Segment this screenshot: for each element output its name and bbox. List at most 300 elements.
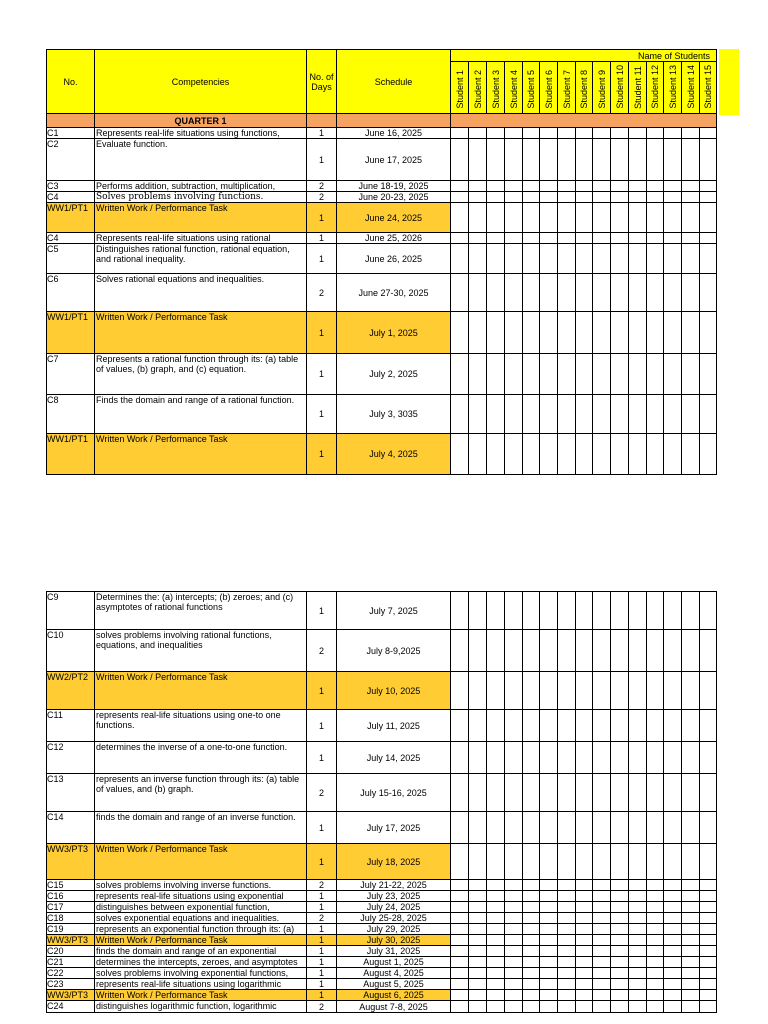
student-check-cell[interactable]	[647, 274, 664, 312]
student-check-cell[interactable]	[505, 312, 523, 354]
student-check-cell[interactable]	[682, 274, 700, 312]
student-check-cell[interactable]	[576, 139, 593, 181]
student-check-cell[interactable]	[682, 139, 700, 181]
student-check-cell[interactable]	[647, 128, 664, 139]
student-check-cell[interactable]	[647, 354, 664, 395]
student-check-cell[interactable]	[487, 139, 505, 181]
student-check-cell[interactable]	[451, 880, 469, 891]
student-check-cell[interactable]	[576, 672, 593, 710]
student-check-cell[interactable]	[540, 891, 558, 902]
student-check-cell[interactable]	[505, 128, 523, 139]
student-check-cell[interactable]	[576, 354, 593, 395]
student-check-cell[interactable]	[629, 812, 647, 844]
student-check-cell[interactable]	[540, 913, 558, 924]
student-check-cell[interactable]	[611, 710, 629, 742]
student-check-cell[interactable]	[523, 630, 540, 672]
student-check-cell[interactable]	[593, 742, 611, 774]
student-check-cell[interactable]	[682, 913, 700, 924]
student-check-cell[interactable]	[593, 710, 611, 742]
student-check-cell[interactable]	[469, 957, 487, 968]
student-check-cell[interactable]	[576, 312, 593, 354]
student-check-cell[interactable]	[629, 233, 647, 244]
student-check-cell[interactable]	[611, 774, 629, 812]
student-check-cell[interactable]	[700, 233, 717, 244]
student-check-cell[interactable]	[647, 203, 664, 233]
student-check-cell[interactable]	[505, 434, 523, 475]
student-check-cell[interactable]	[505, 592, 523, 630]
student-check-cell[interactable]	[540, 274, 558, 312]
student-check-cell[interactable]	[664, 139, 682, 181]
student-check-cell[interactable]	[629, 924, 647, 935]
student-check-cell[interactable]	[700, 957, 717, 968]
student-check-cell[interactable]	[469, 968, 487, 979]
student-check-cell[interactable]	[647, 935, 664, 946]
student-check-cell[interactable]	[593, 181, 611, 192]
student-check-cell[interactable]	[487, 1001, 505, 1013]
student-check-cell[interactable]	[664, 742, 682, 774]
student-check-cell[interactable]	[451, 710, 469, 742]
student-check-cell[interactable]	[451, 434, 469, 475]
student-check-cell[interactable]	[576, 244, 593, 274]
student-check-cell[interactable]	[505, 844, 523, 880]
student-check-cell[interactable]	[593, 1001, 611, 1013]
student-check-cell[interactable]	[593, 968, 611, 979]
student-check-cell[interactable]	[629, 742, 647, 774]
student-check-cell[interactable]	[593, 354, 611, 395]
student-check-cell[interactable]	[576, 946, 593, 957]
student-check-cell[interactable]	[469, 742, 487, 774]
student-check-cell[interactable]	[523, 434, 540, 475]
student-check-cell[interactable]	[593, 946, 611, 957]
student-check-cell[interactable]	[593, 592, 611, 630]
student-check-cell[interactable]	[647, 312, 664, 354]
student-check-cell[interactable]	[611, 592, 629, 630]
student-check-cell[interactable]	[611, 812, 629, 844]
student-check-cell[interactable]	[611, 672, 629, 710]
student-check-cell[interactable]	[469, 891, 487, 902]
student-check-cell[interactable]	[611, 891, 629, 902]
student-check-cell[interactable]	[700, 710, 717, 742]
student-check-cell[interactable]	[647, 844, 664, 880]
student-check-cell[interactable]	[629, 274, 647, 312]
student-check-cell[interactable]	[540, 990, 558, 1001]
student-check-cell[interactable]	[700, 203, 717, 233]
student-check-cell[interactable]	[540, 742, 558, 774]
student-check-cell[interactable]	[576, 990, 593, 1001]
student-check-cell[interactable]	[647, 742, 664, 774]
student-check-cell[interactable]	[664, 233, 682, 244]
student-check-cell[interactable]	[505, 880, 523, 891]
student-check-cell[interactable]	[576, 233, 593, 244]
student-check-cell[interactable]	[700, 354, 717, 395]
student-check-cell[interactable]	[664, 946, 682, 957]
student-check-cell[interactable]	[469, 935, 487, 946]
student-check-cell[interactable]	[558, 354, 576, 395]
student-check-cell[interactable]	[700, 139, 717, 181]
student-check-cell[interactable]	[558, 1001, 576, 1013]
student-check-cell[interactable]	[487, 630, 505, 672]
student-check-cell[interactable]	[523, 812, 540, 844]
student-check-cell[interactable]	[469, 312, 487, 354]
student-check-cell[interactable]	[523, 742, 540, 774]
student-check-cell[interactable]	[505, 395, 523, 434]
student-check-cell[interactable]	[664, 354, 682, 395]
student-check-cell[interactable]	[611, 274, 629, 312]
student-check-cell[interactable]	[647, 1001, 664, 1013]
student-check-cell[interactable]	[487, 274, 505, 312]
student-check-cell[interactable]	[451, 990, 469, 1001]
student-check-cell[interactable]	[451, 902, 469, 913]
student-check-cell[interactable]	[664, 192, 682, 203]
student-check-cell[interactable]	[647, 812, 664, 844]
student-check-cell[interactable]	[523, 990, 540, 1001]
student-check-cell[interactable]	[700, 192, 717, 203]
student-check-cell[interactable]	[647, 913, 664, 924]
student-check-cell[interactable]	[611, 880, 629, 891]
student-check-cell[interactable]	[611, 192, 629, 203]
student-check-cell[interactable]	[664, 592, 682, 630]
student-check-cell[interactable]	[540, 244, 558, 274]
student-check-cell[interactable]	[558, 902, 576, 913]
student-check-cell[interactable]	[629, 710, 647, 742]
student-check-cell[interactable]	[664, 710, 682, 742]
student-check-cell[interactable]	[576, 1001, 593, 1013]
student-check-cell[interactable]	[647, 192, 664, 203]
student-check-cell[interactable]	[629, 192, 647, 203]
student-check-cell[interactable]	[682, 812, 700, 844]
student-check-cell[interactable]	[576, 434, 593, 475]
student-check-cell[interactable]	[647, 139, 664, 181]
student-check-cell[interactable]	[487, 395, 505, 434]
student-check-cell[interactable]	[451, 924, 469, 935]
student-check-cell[interactable]	[451, 395, 469, 434]
student-check-cell[interactable]	[558, 812, 576, 844]
student-check-cell[interactable]	[682, 1001, 700, 1013]
student-check-cell[interactable]	[682, 434, 700, 475]
student-check-cell[interactable]	[700, 742, 717, 774]
student-check-cell[interactable]	[505, 774, 523, 812]
student-check-cell[interactable]	[629, 891, 647, 902]
student-check-cell[interactable]	[700, 844, 717, 880]
student-check-cell[interactable]	[451, 592, 469, 630]
student-check-cell[interactable]	[629, 128, 647, 139]
student-check-cell[interactable]	[576, 924, 593, 935]
student-check-cell[interactable]	[558, 990, 576, 1001]
student-check-cell[interactable]	[469, 139, 487, 181]
student-check-cell[interactable]	[487, 244, 505, 274]
student-check-cell[interactable]	[593, 990, 611, 1001]
student-check-cell[interactable]	[540, 395, 558, 434]
student-check-cell[interactable]	[593, 672, 611, 710]
student-check-cell[interactable]	[523, 935, 540, 946]
student-check-cell[interactable]	[540, 844, 558, 880]
student-check-cell[interactable]	[576, 935, 593, 946]
student-check-cell[interactable]	[523, 203, 540, 233]
student-check-cell[interactable]	[576, 592, 593, 630]
student-check-cell[interactable]	[487, 812, 505, 844]
student-check-cell[interactable]	[540, 128, 558, 139]
student-check-cell[interactable]	[523, 979, 540, 990]
student-check-cell[interactable]	[682, 233, 700, 244]
student-check-cell[interactable]	[451, 979, 469, 990]
student-check-cell[interactable]	[451, 672, 469, 710]
student-check-cell[interactable]	[469, 434, 487, 475]
student-check-cell[interactable]	[664, 902, 682, 913]
student-check-cell[interactable]	[700, 774, 717, 812]
student-check-cell[interactable]	[629, 244, 647, 274]
student-check-cell[interactable]	[469, 630, 487, 672]
student-check-cell[interactable]	[700, 630, 717, 672]
student-check-cell[interactable]	[593, 274, 611, 312]
student-check-cell[interactable]	[505, 902, 523, 913]
student-check-cell[interactable]	[682, 354, 700, 395]
student-check-cell[interactable]	[540, 312, 558, 354]
student-check-cell[interactable]	[664, 935, 682, 946]
student-check-cell[interactable]	[487, 968, 505, 979]
student-check-cell[interactable]	[469, 710, 487, 742]
student-check-cell[interactable]	[540, 935, 558, 946]
student-check-cell[interactable]	[700, 913, 717, 924]
student-check-cell[interactable]	[487, 990, 505, 1001]
student-check-cell[interactable]	[700, 902, 717, 913]
student-check-cell[interactable]	[540, 812, 558, 844]
student-check-cell[interactable]	[664, 913, 682, 924]
student-check-cell[interactable]	[664, 968, 682, 979]
student-check-cell[interactable]	[700, 979, 717, 990]
student-check-cell[interactable]	[558, 592, 576, 630]
student-check-cell[interactable]	[558, 935, 576, 946]
student-check-cell[interactable]	[451, 274, 469, 312]
student-check-cell[interactable]	[487, 181, 505, 192]
student-check-cell[interactable]	[558, 979, 576, 990]
student-check-cell[interactable]	[593, 979, 611, 990]
student-check-cell[interactable]	[558, 844, 576, 880]
student-check-cell[interactable]	[611, 935, 629, 946]
student-check-cell[interactable]	[593, 902, 611, 913]
student-check-cell[interactable]	[647, 592, 664, 630]
student-check-cell[interactable]	[593, 957, 611, 968]
student-check-cell[interactable]	[700, 672, 717, 710]
student-check-cell[interactable]	[487, 946, 505, 957]
student-check-cell[interactable]	[558, 924, 576, 935]
student-check-cell[interactable]	[487, 710, 505, 742]
student-check-cell[interactable]	[593, 128, 611, 139]
student-check-cell[interactable]	[611, 979, 629, 990]
student-check-cell[interactable]	[664, 434, 682, 475]
student-check-cell[interactable]	[629, 844, 647, 880]
student-check-cell[interactable]	[647, 891, 664, 902]
student-check-cell[interactable]	[629, 979, 647, 990]
student-check-cell[interactable]	[469, 812, 487, 844]
student-check-cell[interactable]	[576, 181, 593, 192]
student-check-cell[interactable]	[523, 672, 540, 710]
student-check-cell[interactable]	[647, 968, 664, 979]
student-check-cell[interactable]	[611, 742, 629, 774]
student-check-cell[interactable]	[629, 312, 647, 354]
student-check-cell[interactable]	[682, 203, 700, 233]
student-check-cell[interactable]	[576, 957, 593, 968]
student-check-cell[interactable]	[576, 812, 593, 844]
student-check-cell[interactable]	[540, 979, 558, 990]
student-check-cell[interactable]	[558, 968, 576, 979]
student-check-cell[interactable]	[540, 630, 558, 672]
student-check-cell[interactable]	[487, 192, 505, 203]
student-check-cell[interactable]	[523, 354, 540, 395]
student-check-cell[interactable]	[682, 192, 700, 203]
student-check-cell[interactable]	[647, 710, 664, 742]
student-check-cell[interactable]	[469, 592, 487, 630]
student-check-cell[interactable]	[647, 233, 664, 244]
student-check-cell[interactable]	[576, 742, 593, 774]
student-check-cell[interactable]	[700, 312, 717, 354]
student-check-cell[interactable]	[487, 312, 505, 354]
student-check-cell[interactable]	[451, 742, 469, 774]
student-check-cell[interactable]	[540, 924, 558, 935]
student-check-cell[interactable]	[576, 774, 593, 812]
student-check-cell[interactable]	[664, 812, 682, 844]
student-check-cell[interactable]	[523, 1001, 540, 1013]
student-check-cell[interactable]	[451, 354, 469, 395]
student-check-cell[interactable]	[629, 1001, 647, 1013]
student-check-cell[interactable]	[540, 774, 558, 812]
student-check-cell[interactable]	[700, 935, 717, 946]
student-check-cell[interactable]	[558, 128, 576, 139]
student-check-cell[interactable]	[682, 844, 700, 880]
student-check-cell[interactable]	[451, 181, 469, 192]
student-check-cell[interactable]	[664, 924, 682, 935]
student-check-cell[interactable]	[629, 913, 647, 924]
student-check-cell[interactable]	[700, 946, 717, 957]
student-check-cell[interactable]	[664, 979, 682, 990]
student-check-cell[interactable]	[540, 1001, 558, 1013]
student-check-cell[interactable]	[505, 233, 523, 244]
student-check-cell[interactable]	[451, 630, 469, 672]
student-check-cell[interactable]	[487, 880, 505, 891]
student-check-cell[interactable]	[505, 742, 523, 774]
student-check-cell[interactable]	[647, 630, 664, 672]
student-check-cell[interactable]	[451, 139, 469, 181]
student-check-cell[interactable]	[469, 274, 487, 312]
student-check-cell[interactable]	[505, 957, 523, 968]
student-check-cell[interactable]	[469, 946, 487, 957]
student-check-cell[interactable]	[505, 672, 523, 710]
student-check-cell[interactable]	[700, 395, 717, 434]
student-check-cell[interactable]	[682, 880, 700, 891]
student-check-cell[interactable]	[611, 139, 629, 181]
student-check-cell[interactable]	[505, 1001, 523, 1013]
student-check-cell[interactable]	[593, 844, 611, 880]
student-check-cell[interactable]	[558, 139, 576, 181]
student-check-cell[interactable]	[664, 774, 682, 812]
student-check-cell[interactable]	[593, 935, 611, 946]
student-check-cell[interactable]	[593, 395, 611, 434]
student-check-cell[interactable]	[700, 181, 717, 192]
student-check-cell[interactable]	[505, 979, 523, 990]
student-check-cell[interactable]	[558, 233, 576, 244]
student-check-cell[interactable]	[505, 891, 523, 902]
student-check-cell[interactable]	[451, 957, 469, 968]
student-check-cell[interactable]	[558, 774, 576, 812]
student-check-cell[interactable]	[682, 891, 700, 902]
student-check-cell[interactable]	[576, 395, 593, 434]
student-check-cell[interactable]	[593, 880, 611, 891]
student-check-cell[interactable]	[558, 395, 576, 434]
student-check-cell[interactable]	[700, 812, 717, 844]
student-check-cell[interactable]	[505, 630, 523, 672]
student-check-cell[interactable]	[451, 812, 469, 844]
student-check-cell[interactable]	[523, 592, 540, 630]
student-check-cell[interactable]	[647, 244, 664, 274]
student-check-cell[interactable]	[682, 395, 700, 434]
student-check-cell[interactable]	[593, 913, 611, 924]
student-check-cell[interactable]	[629, 139, 647, 181]
student-check-cell[interactable]	[558, 913, 576, 924]
student-check-cell[interactable]	[611, 434, 629, 475]
student-check-cell[interactable]	[523, 774, 540, 812]
student-check-cell[interactable]	[700, 128, 717, 139]
student-check-cell[interactable]	[682, 774, 700, 812]
student-check-cell[interactable]	[593, 891, 611, 902]
student-check-cell[interactable]	[558, 274, 576, 312]
student-check-cell[interactable]	[523, 274, 540, 312]
student-check-cell[interactable]	[469, 1001, 487, 1013]
student-check-cell[interactable]	[629, 990, 647, 1001]
student-check-cell[interactable]	[611, 946, 629, 957]
student-check-cell[interactable]	[505, 710, 523, 742]
student-check-cell[interactable]	[700, 274, 717, 312]
student-check-cell[interactable]	[629, 880, 647, 891]
student-check-cell[interactable]	[611, 844, 629, 880]
student-check-cell[interactable]	[451, 968, 469, 979]
student-check-cell[interactable]	[451, 891, 469, 902]
student-check-cell[interactable]	[558, 880, 576, 891]
student-check-cell[interactable]	[664, 244, 682, 274]
student-check-cell[interactable]	[469, 244, 487, 274]
student-check-cell[interactable]	[523, 192, 540, 203]
student-check-cell[interactable]	[469, 880, 487, 891]
student-check-cell[interactable]	[540, 139, 558, 181]
student-check-cell[interactable]	[664, 203, 682, 233]
student-check-cell[interactable]	[664, 181, 682, 192]
student-check-cell[interactable]	[682, 935, 700, 946]
student-check-cell[interactable]	[487, 913, 505, 924]
student-check-cell[interactable]	[593, 774, 611, 812]
student-check-cell[interactable]	[523, 844, 540, 880]
student-check-cell[interactable]	[523, 968, 540, 979]
student-check-cell[interactable]	[558, 181, 576, 192]
student-check-cell[interactable]	[576, 902, 593, 913]
student-check-cell[interactable]	[469, 924, 487, 935]
student-check-cell[interactable]	[611, 1001, 629, 1013]
student-check-cell[interactable]	[611, 312, 629, 354]
student-check-cell[interactable]	[700, 924, 717, 935]
student-check-cell[interactable]	[629, 592, 647, 630]
student-check-cell[interactable]	[505, 181, 523, 192]
student-check-cell[interactable]	[487, 672, 505, 710]
student-check-cell[interactable]	[593, 312, 611, 354]
student-check-cell[interactable]	[593, 630, 611, 672]
student-check-cell[interactable]	[629, 354, 647, 395]
student-check-cell[interactable]	[700, 1001, 717, 1013]
student-check-cell[interactable]	[487, 844, 505, 880]
student-check-cell[interactable]	[629, 774, 647, 812]
student-check-cell[interactable]	[593, 812, 611, 844]
student-check-cell[interactable]	[558, 192, 576, 203]
student-check-cell[interactable]	[700, 434, 717, 475]
student-check-cell[interactable]	[700, 244, 717, 274]
student-check-cell[interactable]	[576, 880, 593, 891]
student-check-cell[interactable]	[487, 774, 505, 812]
